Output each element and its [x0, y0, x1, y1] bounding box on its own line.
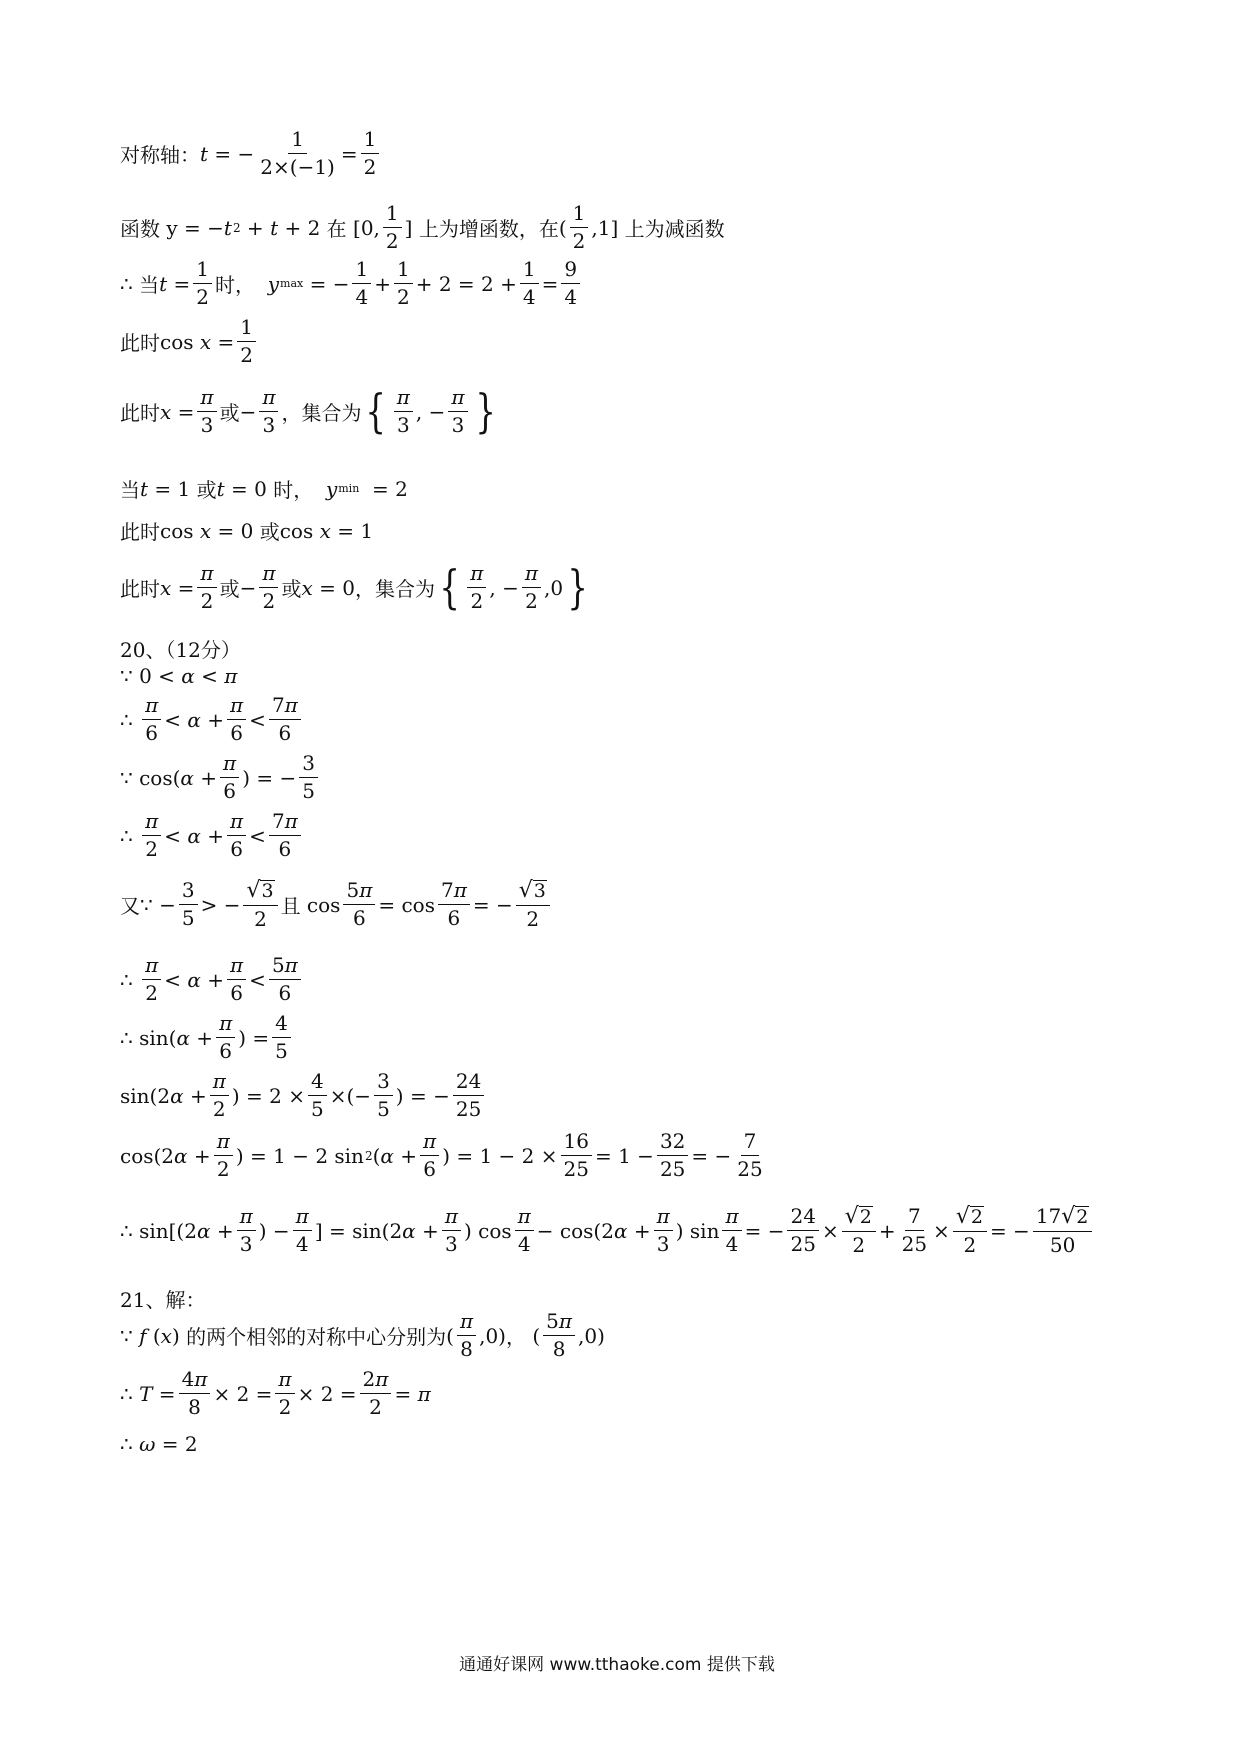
fraction: $\frac{7}{25}$ [737, 1129, 763, 1181]
ymax-line: ∴ 当 t = $\frac{1}{2}$ 时， y max = − $\frac{1}{4}$ + $\frac{1}{2}$ + 2 = 2 + $\frac{1}{4}$ = $\frac{9}{4}$ [120, 258, 583, 309]
fraction: $\frac{\pi}{3}$ [448, 386, 467, 437]
fraction: $\frac{7\pi}{6}$ [438, 879, 470, 930]
math-x: x [160, 1323, 172, 1348]
fraction: $\frac{1}{2}$ [570, 202, 589, 253]
fraction: $\frac{\pi}{2}$ [522, 562, 541, 613]
axis-of-symmetry-line: 对称轴： t = − $\frac{1}{2\times(-1)}$ = $\frac{1}{2}$ [120, 128, 382, 179]
fraction: $\frac{\pi}{2}$ [467, 562, 486, 613]
left-brace: { [365, 383, 387, 438]
period-line: ∴ T = $\frac{4\pi}{8}$ × 2 = $\frac{\pi}{2}$ × 2 = $\frac{2\pi}{2}$ = π [120, 1367, 431, 1419]
math-x: x [199, 518, 212, 543]
fraction: $\frac{\pi}{3}$ [394, 386, 413, 437]
math-alpha: α [402, 1218, 416, 1243]
math-alpha: α [170, 1083, 184, 1108]
sqrt: √ 3 [518, 878, 546, 903]
final-sin-line: ∴ sin[(2 α + $\frac{\pi}{3}$ ) − $\frac{\pi}{4}$ ] = sin(2 α + $\frac{\pi}{3}$ ) cos $\frac{\pi}{4}$ − cos(2 α + $\frac{\pi}{3}$ ) sin $\frac{\pi}{4}$ = − $\frac{24}{25}$ × √ 2 2 + $\frac{7}{25}$ × √ 2 2 = − 17 √ 2 50 [120, 1204, 1095, 1257]
math-t: t [270, 215, 279, 240]
cosx-half-line: 此时 cos x = $\frac{1}{2}$ [120, 316, 259, 367]
fraction: $\frac{1}{2}$ [383, 202, 402, 253]
axis-label: 对称轴： [120, 143, 200, 167]
fraction: $\frac{\pi}{6}$ [142, 694, 161, 745]
ymin-line: 当 t = 1 或 t = 0 时， y min = 2 [120, 474, 408, 503]
math-omega: ω [139, 1432, 156, 1456]
text-set: ，集合为 [354, 577, 435, 601]
fraction: $\frac{\pi}{4}$ [293, 1205, 312, 1256]
alpha-range-line: ∵ 0 < α < π [120, 664, 238, 688]
math-alpha: α [174, 664, 202, 688]
text-comma: ， [505, 1325, 526, 1349]
fraction: $\frac{\pi}{6}$ [220, 752, 239, 803]
fraction: √ 3 2 [516, 878, 550, 931]
math-x: x [160, 575, 172, 600]
page-footer: 通通好课网 www.tthaoke.com 提供下载 [459, 1655, 775, 1675]
fraction: $\frac{\pi}{6}$ [420, 1130, 439, 1181]
fraction: $\frac{\pi}{2}$ [210, 1070, 229, 1121]
math-alpha: α [176, 1025, 190, 1050]
math-y: y [325, 476, 338, 501]
text-cishi: 此时 [120, 520, 160, 544]
fraction: $\frac{\pi}{2}$ [259, 562, 278, 613]
problem-21-label: 21、解： [120, 1288, 206, 1312]
cos-2alpha-line: cos(2 α + $\frac{\pi}{2}$ ) = 1 − 2 sin 2 ( α + $\frac{\pi}{6}$ ) = 1 − 2 × $\frac{16}{25}$ = 1 − $\frac{32}{25}$ = − $\frac{7}{25}$ [120, 1130, 769, 1181]
text-zai: 在 [326, 217, 347, 241]
fraction: $\frac{5\pi}{6}$ [269, 954, 301, 1005]
sqrt: √ 2 [1061, 1204, 1089, 1229]
math-t: t [216, 476, 225, 501]
fraction: $\frac{1}{4}$ [520, 258, 539, 309]
fraction: $\frac{\pi}{3}$ [197, 386, 216, 437]
fraction: $\frac{\pi}{2}$ [275, 1368, 294, 1419]
math-alpha: α [187, 823, 201, 848]
alpha-shift-line-2: ∴ $\frac{\pi}{2}$ < α + $\frac{\pi}{6}$ < $\frac{7\pi}{6}$ [120, 810, 304, 861]
math-T: T [139, 1381, 153, 1406]
sqrt: √ 2 [844, 1204, 872, 1229]
x-set-line-1: 此时 x = $\frac{\pi}{3}$ 或 − $\frac{\pi}{3}$ ，集合为 { $\frac{\pi}{3}$ , − $\frac{\pi}{3}$ } [120, 383, 496, 438]
text-increasing: 上为增函数，在 [418, 217, 559, 241]
math-x: x [199, 329, 212, 354]
fraction: $\frac{1}{2}$ [394, 258, 413, 309]
fraction: $\frac{2\pi}{2}$ [360, 1368, 392, 1419]
alpha-shift-line-3: ∴ $\frac{\pi}{2}$ < α + $\frac{\pi}{6}$ < $\frac{5\pi}{6}$ [120, 954, 304, 1005]
symmetry-centers-line: ∵ f ( x ) 的两个相邻的对称中心分别为 ( $\frac{\pi}{8}$ ,0) ， ( $\frac{5\pi}{8}$ ,0) [120, 1309, 605, 1361]
fraction: $\frac{1}{4}$ [352, 258, 371, 309]
fraction: $\frac{24}{25}$ [453, 1070, 484, 1121]
fraction: $\frac{\pi}{8}$ [457, 1310, 476, 1361]
fraction: $\frac{3}{5}$ [299, 752, 318, 803]
fraction: $\frac{\pi}{3}$ [654, 1205, 673, 1256]
math-x: x [301, 575, 313, 600]
text-cishi: 此时 [120, 577, 160, 601]
text-set: ，集合为 [281, 401, 362, 425]
text-huo: 或 [219, 401, 240, 425]
text-decreasing: 上为减函数 [624, 217, 725, 241]
fraction: $\frac{\pi}{6}$ [227, 954, 246, 1005]
sqrt: √ 2 [955, 1204, 983, 1229]
fraction: $\frac{4}{5}$ [272, 1012, 291, 1063]
x-set-line-2: 此时 x = $\frac{\pi}{2}$ 或 − $\frac{\pi}{2}$ 或 x = 0 ，集合为 { $\frac{\pi}{2}$ , − $\frac{\pi}{2}$ ,0 } [120, 559, 589, 614]
problem-20-heading [120, 634, 241, 663]
fraction: $\frac{\pi}{2}$ [197, 562, 216, 613]
fraction: √ 3 2 [243, 878, 277, 931]
fraction: $\frac{7\pi}{6}$ [269, 810, 301, 861]
fraction: 17 √ 2 50 [1033, 1204, 1093, 1257]
right-brace: } [474, 383, 496, 438]
fraction: √ 2 2 [953, 1204, 987, 1257]
math-alpha: α [187, 707, 201, 732]
fraction: $\frac{\pi}{2}$ [214, 1130, 233, 1181]
fraction: $\frac{\pi}{6}$ [227, 810, 246, 861]
text-dang: 当 [139, 273, 160, 297]
math-y: y [267, 271, 280, 296]
fraction: $\frac{\pi}{3}$ [259, 386, 278, 437]
fraction: $\frac{4}{5}$ [308, 1070, 327, 1121]
sin-2alpha-line: sin(2 α + $\frac{\pi}{2}$ ) = 2 × $\frac{4}{5}$ ×(− $\frac{3}{5}$ ) = − $\frac{24}{25}$ [120, 1070, 487, 1121]
math-pi: π [217, 664, 238, 688]
compare-line: 又 ∵ − $\frac{3}{5}$ > − √ 3 2 且 cos $\frac{5\pi}{6}$ = cos $\frac{7\pi}{6}$ = − √ 3 2 [120, 878, 553, 931]
fraction: $\frac{4\pi}{8}$ [179, 1368, 211, 1419]
fraction: $\frac{1}{2\times(-1)}$ [260, 127, 335, 179]
left-brace: { [439, 559, 460, 614]
text-cishi: 此时 [120, 401, 160, 425]
fraction: $\frac{5\pi}{8}$ [543, 1310, 575, 1361]
fraction: $\frac{\pi}{4}$ [722, 1205, 741, 1256]
fraction: $\frac{1}{2}$ [361, 128, 380, 179]
fraction: $\frac{7}{25}$ [901, 1204, 928, 1257]
math-alpha: α [187, 967, 201, 992]
problem-21-heading [120, 1284, 205, 1313]
problem-20-label: 20、（12分） [120, 638, 241, 662]
fraction: $\frac{\pi}{2}$ [142, 954, 161, 1005]
math-alpha: α [613, 1218, 628, 1243]
right-brace: } [567, 559, 589, 614]
sin-value-line: ∴ sin( α + $\frac{\pi}{6}$ ) = $\frac{4}{5}$ [120, 1012, 294, 1063]
fraction: $\frac{5\pi}{6}$ [343, 879, 375, 930]
cos-given-line: ∵ cos( α + $\frac{\pi}{6}$ ) = − $\frac{3}{5}$ [120, 752, 321, 803]
fraction: $\frac{\pi}{4}$ [515, 1205, 534, 1256]
text-shi: 时， [215, 273, 255, 297]
math-t: t [140, 476, 149, 501]
fraction: $\frac{32}{25}$ [657, 1130, 688, 1181]
fraction: $\frac{1}{2}$ [237, 316, 256, 367]
text-qie: 且 [280, 894, 301, 919]
fraction: $\frac{24}{25}$ [787, 1205, 818, 1256]
cosx-values-line: 此时 cos x = 0 或 cos x = 1 [120, 516, 373, 545]
text-shi: 时， [273, 478, 314, 502]
alpha-shift-line-1: ∴ $\frac{\pi}{6}$ < α + $\frac{\pi}{6}$ < $\frac{7\pi}{6}$ [120, 694, 304, 745]
math-t: t [200, 141, 209, 166]
fraction: $\frac{9}{4}$ [561, 258, 580, 309]
math-alpha: α [196, 1218, 211, 1243]
text-you: 又 [120, 894, 140, 919]
fraction: $\frac{7\pi}{6}$ [269, 694, 301, 745]
math-pi: π [417, 1381, 431, 1406]
text-dang: 当 [120, 478, 140, 502]
fraction: $\frac{3}{5}$ [179, 879, 198, 930]
math-x: x [160, 399, 172, 424]
text-huo: 或 [219, 577, 240, 601]
omega-line: ∴ ω = 2 [120, 1432, 198, 1456]
math-alpha: α [180, 765, 194, 790]
text-centers: 的两个相邻的对称中心分别为 [186, 1325, 447, 1349]
math-f: f [139, 1323, 147, 1348]
text-hanshu: 函数 [120, 217, 160, 241]
math-alpha: α [174, 1143, 188, 1168]
fraction: $\frac{3}{5}$ [374, 1070, 393, 1121]
math-t: t [159, 271, 168, 296]
fraction: $\frac{\pi}{6}$ [216, 1012, 235, 1063]
text-huo: 或 [196, 478, 217, 502]
math-alpha: α [380, 1143, 394, 1168]
fraction: $\frac{\pi}{3}$ [237, 1205, 256, 1256]
monotonic-line: 函数 y = − t 2 + t + 2 在 [0, $\frac{1}{2}$ ] 上为增函数，在 ( $\frac{1}{2}$ ,1] 上为减函数 [120, 201, 725, 253]
fraction: $\frac{\pi}{3}$ [442, 1205, 461, 1256]
fraction: √ 2 2 [842, 1204, 876, 1257]
math-x: x [319, 518, 331, 543]
fraction: $\frac{\pi}{6}$ [227, 694, 246, 745]
fraction: $\frac{1}{2}$ [193, 258, 212, 309]
fraction: $\frac{16}{25}$ [561, 1130, 592, 1181]
text-huo: 或 [281, 577, 302, 601]
text-huo: 或 [259, 520, 280, 544]
fraction: $\frac{\pi}{2}$ [142, 810, 161, 861]
text-cishi: 此时 [120, 331, 160, 355]
sqrt: √ 3 [246, 878, 274, 903]
math-t: t [223, 215, 232, 240]
